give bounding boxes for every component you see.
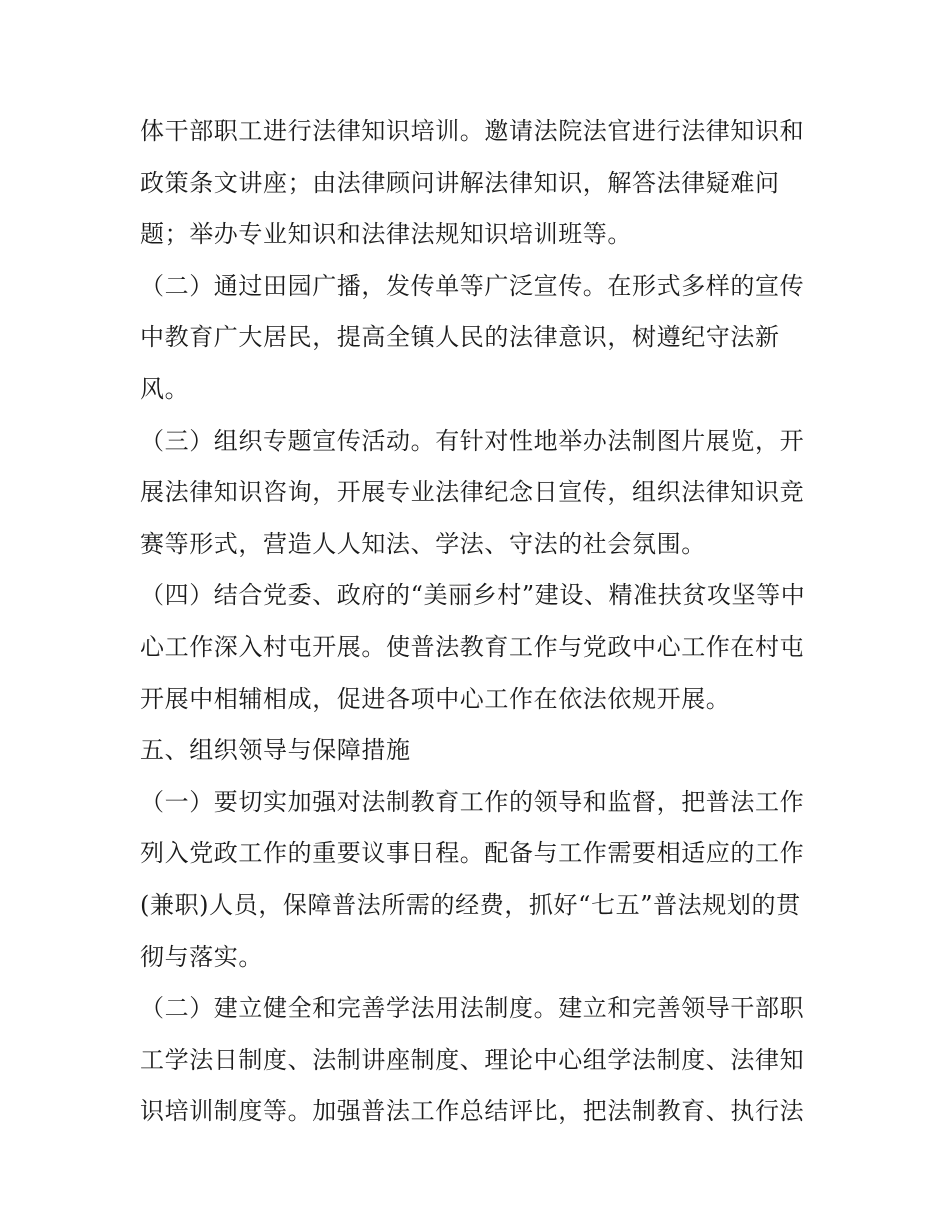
paragraph-5-start: （一）要切实加强对法制教育工作的领导和监督，把普法工作 (140, 787, 805, 816)
paragraph-4-start: （四）结合党委、政府的“美丽乡村”建设、精准扶贫攻坚等中 (140, 581, 806, 610)
body-line: 展法律知识咨询，开展专业法律纪念日宣传，组织法律知识竞 (140, 478, 805, 507)
body-line: 工学法日制度、法制讲座制度、理论中心组学法制度、法律知 (140, 1045, 805, 1074)
body-line: 列入党政工作的重要议事日程。配备与工作需要相适应的工作 (140, 839, 805, 868)
body-line: 赛等形式，营造人人知法、学法、守法的社会氛围。 (140, 529, 706, 558)
body-line: 体干部职工进行法律知识培训。邀请法院法官进行法律知识和 (140, 117, 805, 145)
body-line: (兼职)人员，保障普法所需的经费，抓好“七五”普法规划的贯 (140, 890, 801, 919)
body-line: 彻与落实。 (140, 942, 263, 971)
body-line: 政策条文讲座；由法律顾问讲解法律知识，解答法律疑难问 (140, 168, 780, 197)
paragraph-2-start: （二）通过田园广播，发传单等广泛宣传。在形式多样的宣传 (140, 271, 805, 300)
paragraph-6-start: （二）建立健全和完善学法用法制度。建立和完善领导干部职 (140, 994, 805, 1023)
section-heading: 五、组织领导与保障措施 (140, 736, 411, 765)
body-line: 题；举办专业知识和法律法规知识培训班等。 (140, 220, 632, 249)
document-body (140, 106, 820, 1138)
body-line: 中教育广大居民，提高全镇人民的法律意识，树遵纪守法新 (140, 323, 780, 352)
body-line: 识培训制度等。加强普法工作总结评比，把法制教育、执行法 (140, 1097, 805, 1126)
paragraph-3-start: （三）组织专题宣传活动。有针对性地举办法制图片展览，开 (140, 426, 805, 455)
body-line: 风。 (140, 374, 190, 403)
body-line: 开展中相辅相成，促进各项中心工作在依法依规开展。 (140, 684, 731, 713)
body-line: 心工作深入村屯开展。使普法教育工作与党政中心工作在村屯 (140, 632, 805, 661)
